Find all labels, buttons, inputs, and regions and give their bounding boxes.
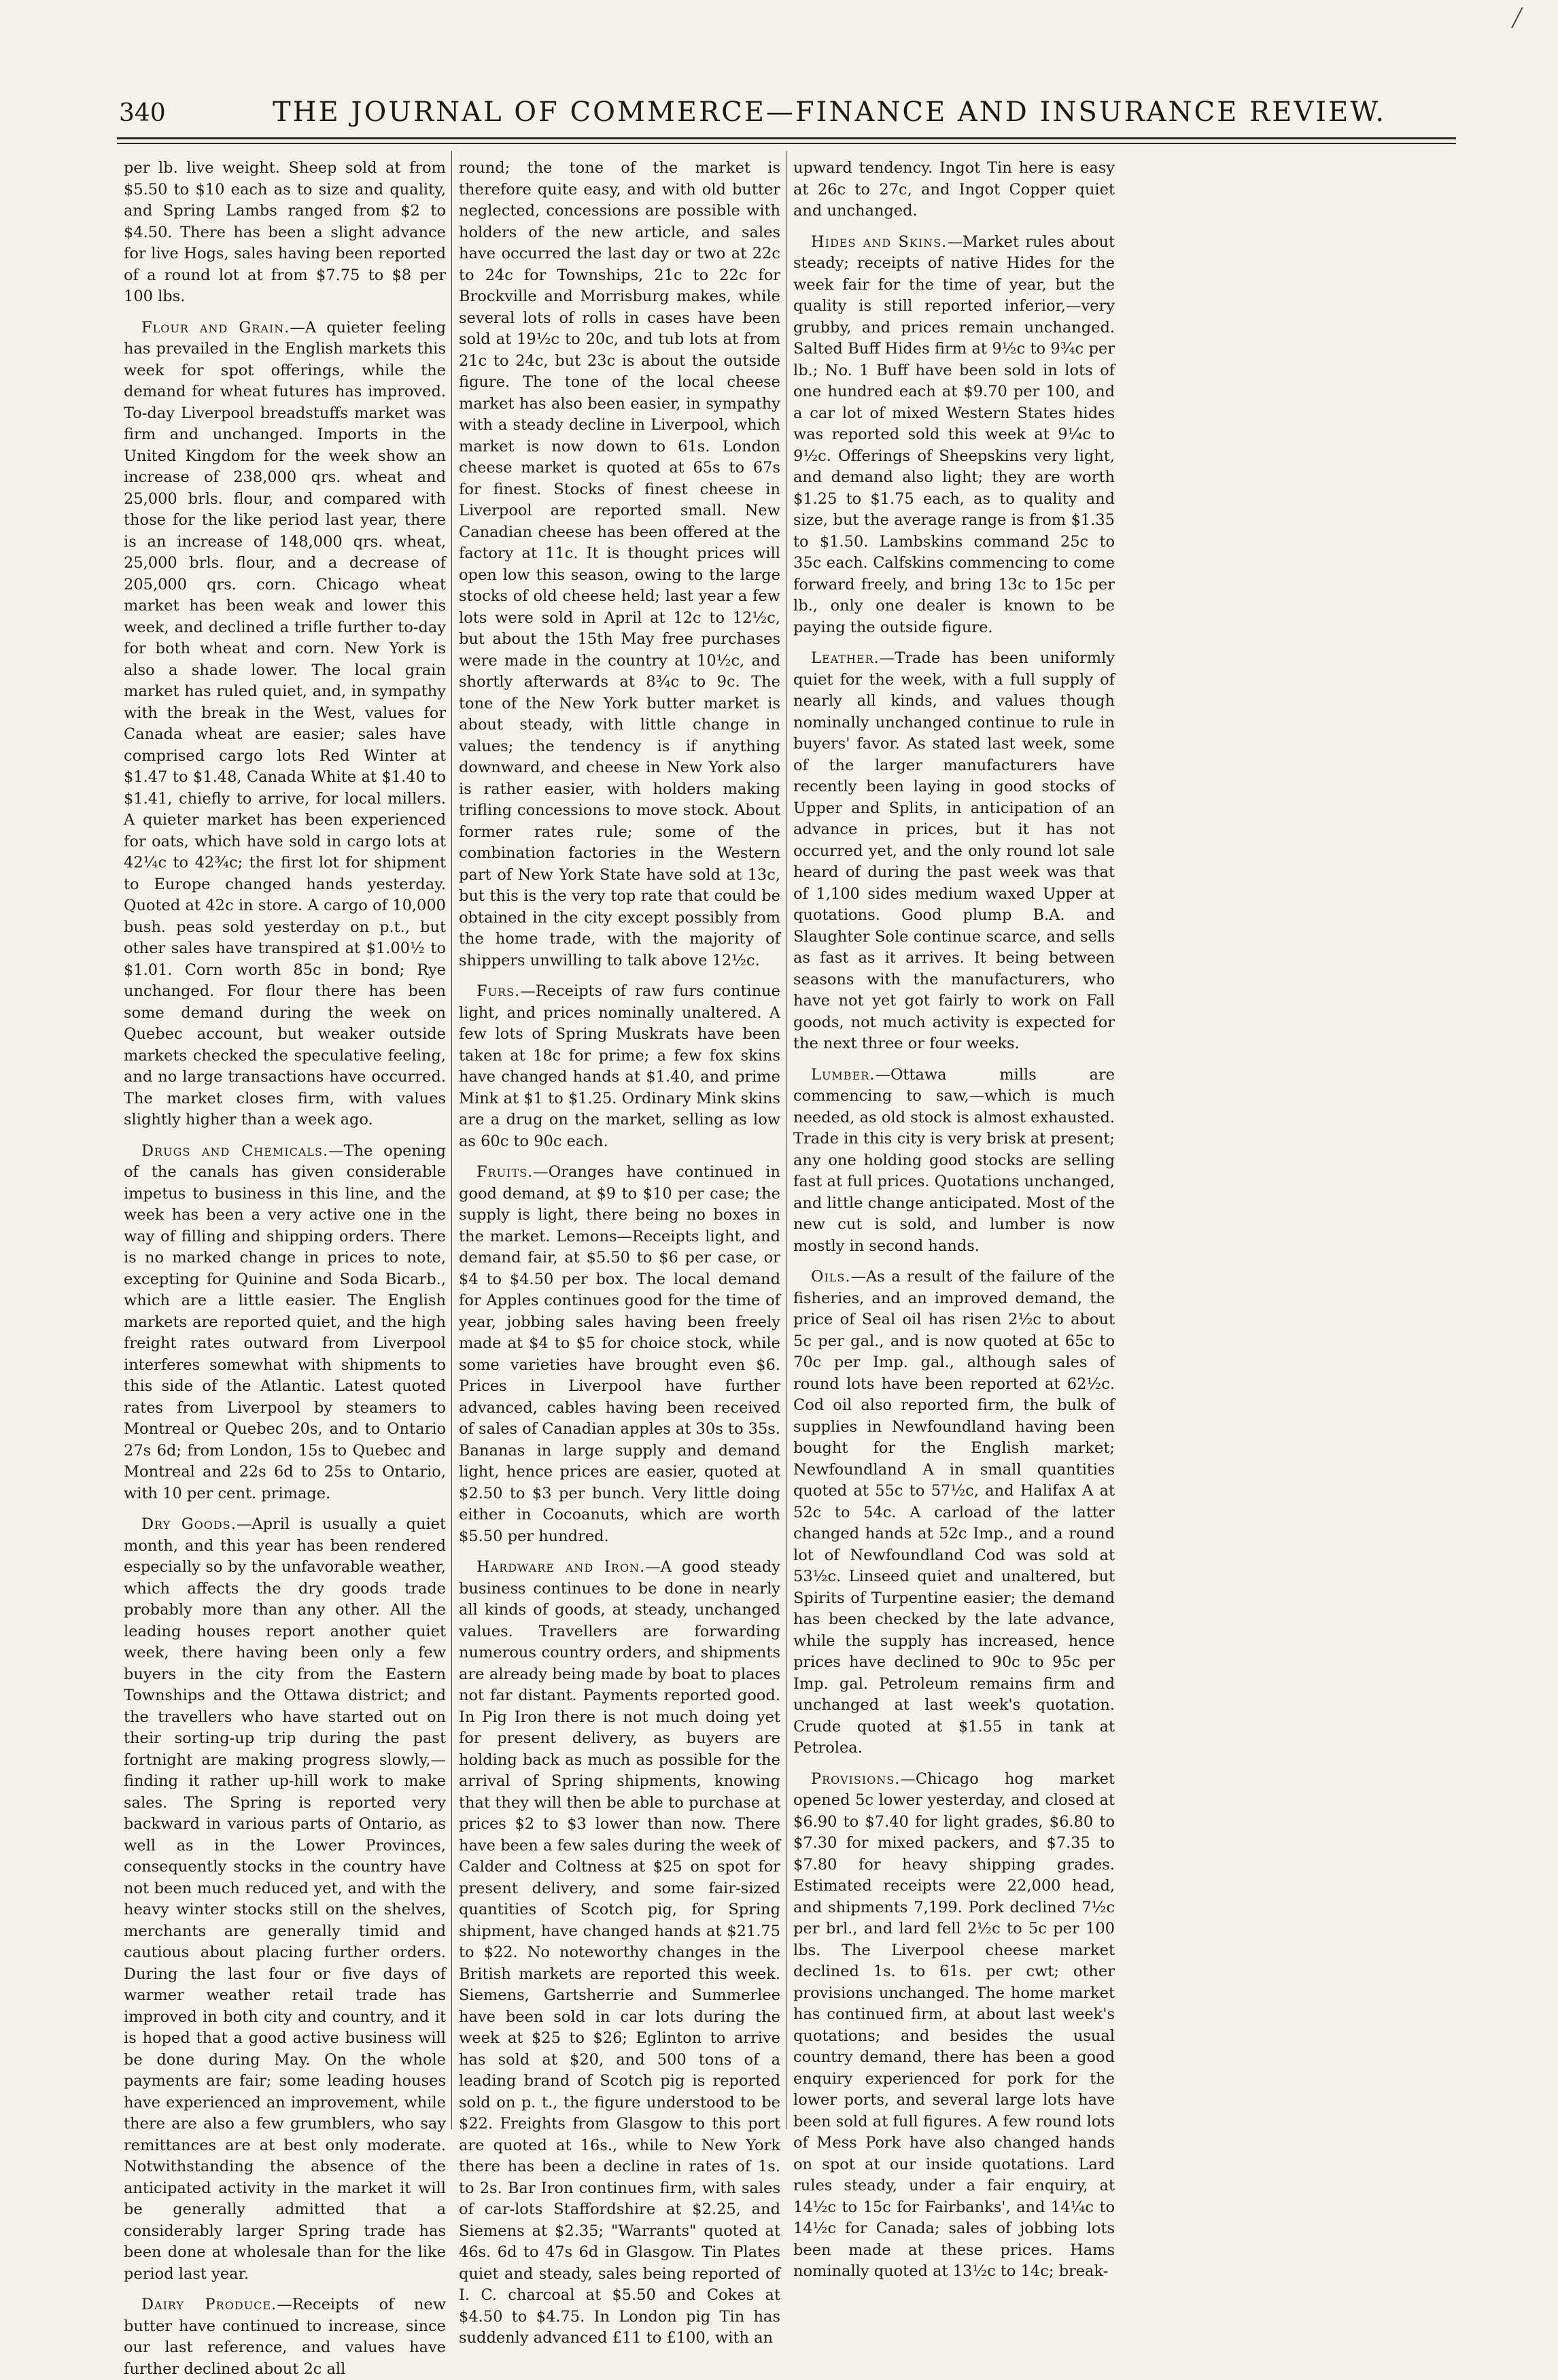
column-3 (786, 151, 1120, 2280)
paragraph-text: —Chicago hog market opened 5c lower yesterday, and closed at $6.90 to $7.40 for light grades, $6.80 to $7.30 for mixed packers, and $7.35 to $7.80 for heavy shipping grades. Estimated receipts were 22,000 head, and shipments 7,199. Pork declined 7½c per brl., and lard fell 2½c to 5c per 100 lbs. The Liverpool cheese market declined 1s. to 61s. per cwt; other provisions unchanged. The home market has continued firm, at about last week's quotations; and besides the usual country demand, there has been a good enquiry experienced for pork for the lower ports, and several large lots have been sold at full figures. A few round lots of Mess Pork have also changed hands on spot at our inside quotations. Lard rules steady, under a fair enquiry, at 14½c to 15c for Fairbanks', and 14¼c to 14½c for Canada; sales of jobbing lots been made at these prices. Hams nominally quoted at 13½c to 14c; break- (793, 1770, 1115, 2280)
paragraph-text: —April is usually a quiet month, and this year has been rendered especially so by the unfavorable weather, which affects the dry goods trade probably more than any other. All the leading houses report another quiet week, there having been only a few buyers in the city from the Eastern Townships and the Ottawa district; and the travellers who have started out on their sorting-up trip during the past fortnight are making progress slowly,—finding it rather up-hill work to make sales. The Spring is reported very backward in various parts of Ontario, as well as in the Lower Provinces, consequently stocks in the country have not been much reduced yet, and with the heavy winter stocks still on the shelves, merchants are generally timid and cautious about placing further orders. During the last four or five days of warmer weather retail trade has improved in both city and country, and it is hoped that a good active business will be done during May. On the whole payments are fair; some leading houses have experienced an improvement, while there are also a few grumblers, who say remittances are at best only moderate. Notwithstanding the absence of the anticipated activity in the market it will be generally admitted that a considerably larger Spring trade has been done at wholesale than for the like period last year. (124, 1515, 446, 2283)
article-paragraph (793, 232, 1115, 639)
article-paragraph (793, 1769, 1115, 2283)
article-paragraph (793, 648, 1115, 1055)
paragraph-text: —Oranges have continued in good demand, at $9 to $10 per case; the supply is light, there being no boxes in the market. Lemons—Receipts light, and demand fair, at $5.50 to $6 per case, or $4 to $4.50 per box. The local demand for Apples continues good for the time of year, jobbing sales having been freely made at $4 to $5 for choice stock, while some varieties have brought even $6. Prices in Liverpool have further advanced, cables having been received of sales of Canadian apples at 30s to 35s. Bananas in large supply and demand light, hence prices are easier, quoted at $2.50 to $3 per bunch. Very little doing either in Cocoanuts, which are worth $5.50 per hundred. (459, 1163, 780, 1545)
paragraph-text: —A quieter feeling has prevailed in the English markets this week for spot offerings, while the demand for wheat futures has improved. To-day Liverpool breadstuffs market was firm and unchanged. Imports in the United Kingdom for the week show an increase of 238,000 qrs. wheat and 25,000 brls. flour, and compared with those for the like period last year, there is an increase of 148,000 qrs. wheat, 25,000 brls. flour, and a decrease of 205,000 qrs. corn. Chicago wheat market has been weak and lower this week, and declined a trifle further to-day for both wheat and corn. New York is also a shade lower. The local grain market has ruled quiet, and, in sympathy with the break in the West, values for Canada wheat are easier; sales have comprised cargo lots Red Winter at $1.47 to $1.48, Canada White at $1.40 to $1.41, chiefly to arrive, for local millers. A quieter market has been experienced for oats, which have sold in cargo lots at 42¼c to 42¾c; the first lot for shipment to Europe changed hands yesterday. Quoted at 42c in store. A cargo of 10,000 bush. peas sold yesterday on p.t., but other sales have transpired at $1.00½ to $1.01. Corn worth 85c in bond; Rye unchanged. For flour there has been some demand during the week on Quebec account, but weaker outside markets checked the speculative feeling, and no large transactions have occurred. The market closes firm, with values slightly higher than a week ago. (124, 318, 446, 1128)
paragraph-text: —Trade has been uniformly quiet for the week, with a full supply of nearly all kinds, and values though nominally unchanged continue to rule in buyers' favor. As stated last week, some of the larger manufacturers have recently been laying in good stocks of Upper and Splits, in anticipation of an advance in prices, but it has not occurred yet, and the only round lot sale heard of during the past week was that of 1,100 sides medium waxed Upper at quotations. Good plump B.A. and Slaughter Sole continue scarce, and sells as fast as it arrives. It being between seasons with the manufacturers, who have not yet got fairly to work on Fall goods, not much activity is expected for the next three or four weeks. (793, 649, 1115, 1052)
article-paragraph (124, 1141, 446, 1505)
section-heading: Hides and Skins. (811, 232, 948, 251)
paragraph-text: round; the tone of the market is therefore quite easy, and with old butter neglected, concessions are possible with holders of the new article, and sales have occurred the last day or two at 22c to 24c for Townships, 21c to 22c for Brockville and Morrisburg makes, while several lots of rolls in cases have been sold at 19½c to 20c, and tub lots at from 21c to 24c, but 23c is about the outside figure. The tone of the local cheese market has also been easier, in sympathy with a steady decline in Liverpool, which market is now down to 61s. London cheese market is quoted at 65s to 67s for finest. Stocks of finest cheese in Liverpool are reported small. New Canadian cheese has been offered at the factory at 11c. It is thought prices will open low this season, owing to the large stocks of old cheese held; last year a few lots were sold in April at 12c to 12½c, but about the 15th May free purchases were made in the country at 10½c, and shortly afterwards at 8¾c to 9c. The tone of the New York butter market is about steady, with little change in values; the tendency is if anything downward, and cheese in New York also is rather easier, with holders making trifling concessions to move stock. About former rates rule; some of the combination factories in the Western part of New York State have sold at 13c, but this is the very top rate that could be obtained in the city except possibly from the home trade, with the majority of shippers unwilling to talk above 12½c. (459, 159, 780, 969)
section-heading: Flour and Grain. (141, 318, 290, 337)
article-paragraph (459, 981, 780, 1152)
section-heading: Hardware and Iron. (477, 1558, 646, 1576)
paragraph-text: —Ottawa mills are commencing to saw,—which is much needed, as old stock is almost exhausted. Trade in this city is very brisk at present; any one holding good stocks are selling fast at full prices. Quotations unchanged, and little change anticipated. Most of the new cut is sold, and lumber is now mostly in second hands. (793, 1065, 1115, 1255)
article-paragraph (124, 1514, 446, 2285)
page-number: 340 (119, 99, 166, 127)
section-heading: Provisions. (811, 1770, 901, 1788)
paragraph-text: —A good steady business continues to be done in nearly all kinds of goods, at steady, unchanged values. Travellers are forwarding numerous country orders, and shipments are already being made by boat to places not far distant. Payments reported good. In Pig Iron there is not much doing yet for present delivery, as buyers are holding back as much as possible for the arrival of Spring shipments, knowing that they will then be able to purchase at prices $2 to $3 lower than now. There have been a few sales during the week of Calder and Coltness at $25 on spot for present delivery, and some fair-sized quantities of Scotch pig, for Spring shipment, have changed hands at $21.75 to $22. No noteworthy changes in the British markets are reported this week. Siemens, Gartsherrie and Summerlee have been sold in car lots during the week at $25 to $26; Eglinton to arrive has sold at $20, and 500 tons of a leading brand of Scotch pig is reported sold on p. t., the figure understood to be $22. Freights from Glasgow to this port are quoted at 16s., while to New York there has been a decline in rates of 1s. to 2s. Bar Iron continues firm, with sales of car-lots Staffordshire at $2.25, and Siemens at $2.35; "Warrants" quoted at 46s. 6d to 47s 6d in Glasgow. Tin Plates quiet and steady, sales being reported of I. C. charcoal at $5.50 and Cokes at $4.50 to $4.75. In London pig Tin has suddenly advanced £11 to £100, with an (459, 1558, 781, 2347)
section-heading: Leather. (811, 649, 880, 667)
journal-title: THE JOURNAL OF COMMERCE—FINANCE AND INSURANCE REVIEW. (272, 97, 1387, 128)
section-heading: Fruits. (477, 1163, 534, 1181)
paragraph-text: upward tendency. Ingot Tin here is easy at 26c to 27c, and Ingot Copper quiet and unchanged. (793, 159, 1115, 220)
section-heading: Oils. (811, 1268, 851, 1286)
article-paragraph (459, 1557, 780, 2349)
article-paragraph (124, 2294, 446, 2380)
paragraph-text: —Receipts of raw furs continue light, and prices nominally unaltered. A few lots of Spring Muskrats have been taken at 18c for prime; a few fox skins have changed hands at $1.40, and prime Mink at $1 to $1.25. Ordinary Mink skins are a drug on the market, selling as low as 60c to 90c each. (459, 982, 780, 1150)
article-paragraph (793, 1266, 1115, 1759)
page-header (119, 97, 1451, 137)
section-heading: Drugs and Chemicals. (141, 1141, 329, 1160)
section-heading: Dry Goods. (141, 1515, 237, 1533)
article-columns (117, 151, 1456, 2378)
paragraph-text: —Receipts of new butter have continued to increase, since our last reference, and values have further declined about 2c all (124, 2296, 446, 2378)
section-heading: Lumber. (811, 1065, 876, 1084)
header-rule (117, 137, 1456, 139)
column-2 (451, 151, 786, 2347)
corner-pen-mark: ╱ (1512, 8, 1523, 29)
article-paragraph (793, 158, 1115, 222)
article-paragraph (459, 158, 780, 971)
article-paragraph (459, 1162, 780, 1547)
paragraph-text: —Market rules about steady; receipts of native Hides for the week fair for the time of year, but the quality is still reported inferior,—very grubby, and prices remain unchanged. Salted Buff Hides firm at 9½c to 9¾c per lb.; No. 1 Buff have been sold in lots of one hundred each at $9.70 per 100, and a car lot of mixed Western States hides was reported sold this week at 9¼c to 9½c. Offerings of Sheepskins very light, and demand also light; they are worth $1.25 to $1.75 each, as to quality and size, but the average range is from $1.35 to $1.50. Lambskins command 25c to 35c each. Calfskins commencing to come forward freely, and bring 13c to 15c per lb., only one dealer is known to be paying the outside figure. (793, 232, 1115, 636)
paragraph-text: —As a result of the failure of the fisheries, and an improved demand, the price of Seal oil has risen 2½c to about 5c per gal., and is now quoted at 65c to 70c per Imp. gal., although sales of round lots have been reported at 62½c. Cod oil also reported firm, the bulk of supplies in Newfoundland having been bought for the English market; Newfoundland A in small quantities quoted at 55c to 57½c, and Halifax A at 52c to 54c. A carload of the latter changed hands at 52c Imp., and a round lot of Newfoundland Cod was sold at 53½c. Linseed quiet and unaltered, but Spirits of Turpentine easier; the demand has been checked by the late advance, while the supply has increased, hence prices have declined to 90c to 95c per Imp. gal. Petroleum remains firm and unchanged at last week's quotation. Crude quoted at $1.55 in tank at Petrolea. (793, 1268, 1115, 1757)
section-heading: Furs. (477, 982, 521, 1000)
article-paragraph (124, 158, 446, 308)
column-1 (117, 151, 451, 2378)
article-paragraph (124, 317, 446, 1131)
section-heading: Dairy Produce. (141, 2296, 277, 2313)
header-rule-thin (117, 143, 1456, 144)
paragraph-text: —The opening of the canals has given considerable impetus to business in this line, and the week has been a very active one in the way of filling and shipping orders. There is no marked change in prices to note, excepting for Quinine and Soda Bicarb., which are a little easier. The English markets are reported quiet, and the high freight rates outward from Liverpool interferes somewhat with shipments to this side of the Atlantic. Latest quoted rates from Liverpool by steamers to Montreal or Quebec 20s, and to Ontario 27s 6d; from London, 15s to Quebec and Montreal and 22s 6d to 25s to Ontario, with 10 per cent. primage. (124, 1141, 446, 1502)
article-paragraph (793, 1065, 1115, 1258)
paragraph-text: per lb. live weight. Sheep sold at from $5.50 to $10 each as to size and quality, and Spring Lambs ranged from $2 to $4.50. There has been a slight advance for live Hogs, sales having been reported of a round lot at from $7.75 to $8 per 100 lbs. (124, 159, 446, 305)
